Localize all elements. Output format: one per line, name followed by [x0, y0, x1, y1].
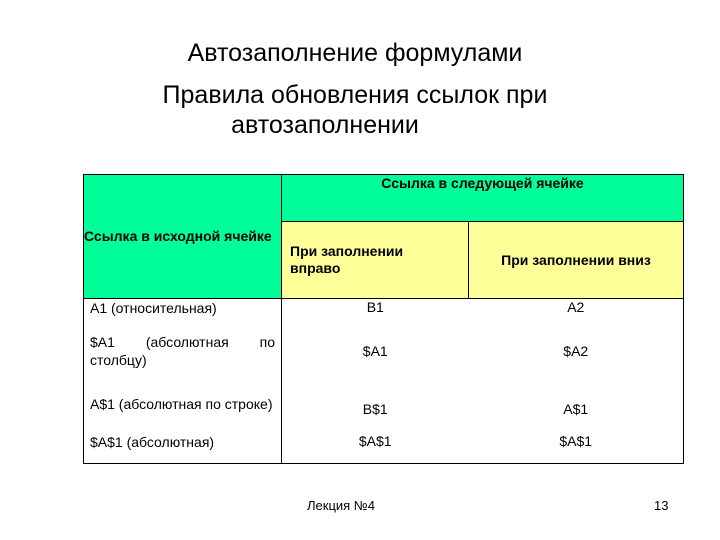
row-fill-down-cell: A$1: [469, 375, 684, 433]
row-fill-down-cell: $A$1: [469, 433, 684, 464]
row-source-cell: A$1 (абсолютная по строке): [84, 375, 282, 433]
header-source-reference: Ссылка в исходной ячейке: [84, 175, 282, 299]
row-fill-down-cell: A2: [469, 299, 684, 328]
reference-rules-table: [83, 174, 684, 464]
row-fill-right-cell: $A1: [362, 343, 388, 359]
slide-title: Автозаполнение формулами: [187, 39, 523, 67]
row-fill-right-cell: B1: [366, 299, 384, 315]
page-number: 13: [654, 498, 669, 513]
subtitle-line-1: Правила обновления ссылок при: [162, 81, 548, 109]
header-fill-down: При заполнении вниз: [469, 222, 684, 299]
row-source-cell: $A1 (абсолютная по столбцу): [84, 327, 282, 375]
row-fill-right-cell: $A$1: [282, 433, 469, 464]
table-row: [84, 299, 684, 328]
row-fill-down-cell: $A2: [469, 327, 684, 375]
row-source-cell: $A$1 (абсолютная): [84, 433, 282, 464]
header-next-reference: Ссылка в следующей ячейке: [282, 175, 684, 222]
table-row: [84, 433, 684, 464]
row-source-cell: A1 (относительная): [84, 299, 282, 328]
header-fill-right: [282, 222, 469, 299]
table-row: [84, 375, 684, 433]
footer-lecture-label: Лекция №4: [307, 498, 375, 513]
table-row: [84, 327, 684, 375]
slide-subtitle: [0, 80, 710, 140]
header-fill-right-label: При заполнении вправо: [290, 243, 404, 276]
subtitle-line-2: автозаполнении: [231, 111, 419, 139]
row-fill-right-cell: B$1: [362, 401, 388, 417]
